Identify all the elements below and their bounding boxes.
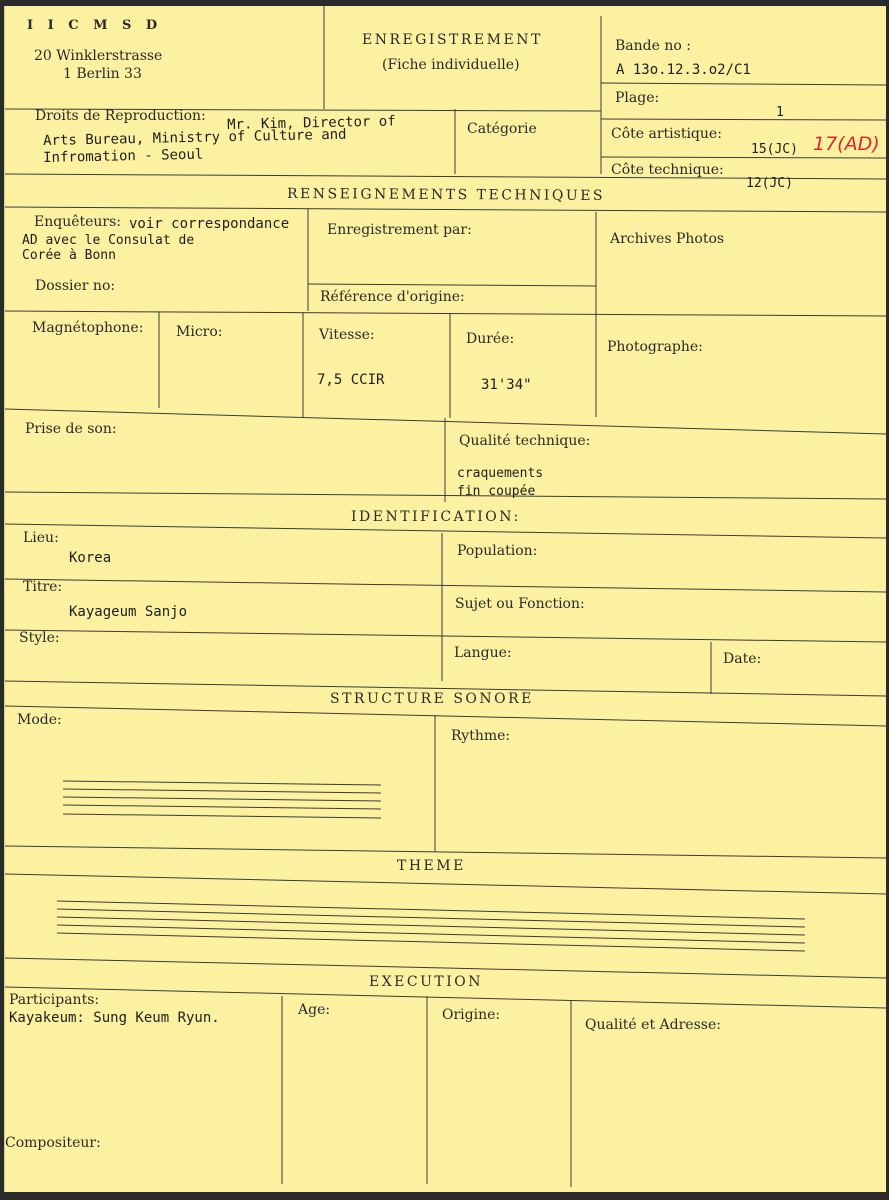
cote-artistique-label: Côte artistique: <box>611 126 722 142</box>
section-heading-technique: RENSEIGNEMENTS TECHNIQUES <box>286 186 606 204</box>
participants-value: Kayakeum: Sung Keum Ryun. <box>9 1010 220 1026</box>
enregistrement-label: Enregistrement par: <box>327 222 472 238</box>
duree-value: 31'34" <box>481 377 532 393</box>
style-label: Style: <box>19 630 60 646</box>
bande-label: Bande no : <box>615 38 691 54</box>
langue-label: Langue: <box>454 645 512 661</box>
enqueteurs-label: Enquêteurs: <box>34 214 122 230</box>
lieu-value: Korea <box>69 550 112 566</box>
participants-label: Participants: <box>9 992 100 1008</box>
photographe-label: Photographe: <box>607 339 703 355</box>
qualite-adresse-label: Qualité et Adresse: <box>585 1017 721 1033</box>
institute-logo: I I C M S D <box>27 18 163 33</box>
titre-value: Kayageum Sanjo <box>69 604 188 620</box>
titre-label: Titre: <box>23 579 63 595</box>
droits-value-line-2: Arts Bureau, Ministry of Culture and <box>42 126 347 149</box>
cote-artistique-value: 15(JC) <box>751 142 798 157</box>
cote-technique-value: 12(JC) <box>746 176 793 191</box>
registration-card <box>4 6 886 1192</box>
duree-label: Durée: <box>466 331 515 347</box>
vitesse-value: 7,5 CCIR <box>317 372 385 388</box>
age-label: Age: <box>298 1002 331 1018</box>
sujet-label: Sujet ou Fonction: <box>455 596 585 612</box>
archives-label: Archives Photos <box>610 231 725 247</box>
enqueteurs-line-2: AD avec le Consulat de <box>22 233 195 248</box>
form-subtitle: (Fiche individuelle) <box>382 57 520 73</box>
cote-artistique-handwritten: 17(AD) <box>813 133 880 155</box>
droits-label: Droits de Reproduction: <box>35 108 206 124</box>
address-line-1: 20 Winklerstrasse <box>34 48 163 64</box>
lieu-label: Lieu: <box>23 530 59 546</box>
enqueteurs-line-1: voir correspondance <box>129 216 290 232</box>
plage-label: Plage: <box>615 90 660 106</box>
qualite-technique-label: Qualité technique: <box>459 433 591 449</box>
categorie-label: Catégorie <box>467 121 537 137</box>
qualite-technique-line-2: fin coupée <box>457 484 536 499</box>
compositeur-label: Compositeur: <box>5 1135 101 1151</box>
date-label: Date: <box>723 651 762 667</box>
bande-value: A 13o.12.3.o2/C1 <box>616 62 751 78</box>
magnetophone-label: Magnétophone: <box>32 320 144 336</box>
enqueteurs-line-3: Corée à Bonn <box>22 248 116 263</box>
prise-de-son-label: Prise de son: <box>25 421 117 437</box>
droits-value-line-1: Mr. Kim, Director of <box>226 113 396 133</box>
section-heading-execution: EXECUTION <box>369 974 484 990</box>
cote-technique-label: Côte technique: <box>611 162 724 178</box>
section-heading-theme: THEME <box>397 858 466 874</box>
address-line-2: 1 Berlin 33 <box>63 66 142 82</box>
dossier-label: Dossier no: <box>35 278 116 294</box>
population-label: Population: <box>457 543 538 559</box>
section-heading-identification: IDENTIFICATION: <box>351 509 521 525</box>
origine-label: Origine: <box>442 1007 501 1023</box>
plage-value: 1 <box>776 105 784 120</box>
qualite-technique-line-1: craquements <box>457 466 544 481</box>
droits-value-line-3: Infromation - Seoul <box>42 146 204 166</box>
vitesse-label: Vitesse: <box>319 327 375 343</box>
form-title: ENREGISTREMENT <box>362 32 543 48</box>
reference-label: Référence d'origine: <box>320 289 465 305</box>
mode-label: Mode: <box>17 712 62 728</box>
rythme-label: Rythme: <box>451 728 511 744</box>
section-heading-structure: STRUCTURE SONORE <box>330 691 534 707</box>
micro-label: Micro: <box>176 324 223 340</box>
